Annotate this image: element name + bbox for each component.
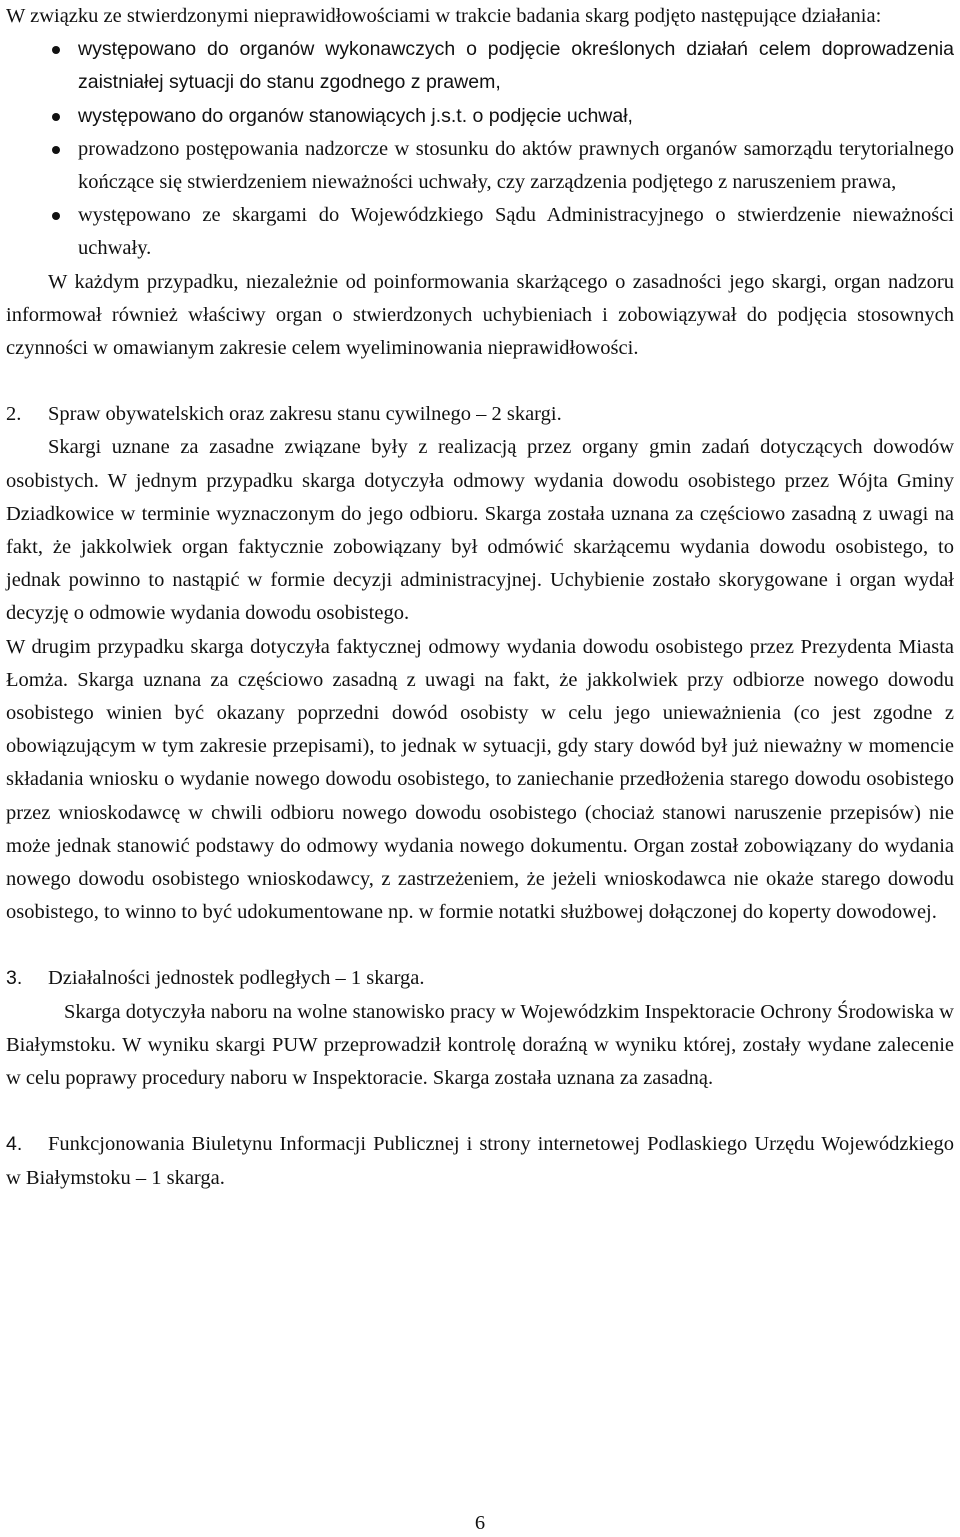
section-4-heading [6, 1128, 954, 1194]
section-2-paragraph-2: W drugim przypadku skarga dotyczyła faktycznej odmowy wydania dowodu osobistego przez Prezydenta Miasta Łomża. Skarga uznana za częściowo zasadną z uwagi na fakt, że jakkolwiek przy odbiorze nowego dowodu osobistego winien być okazany poprzedni dowód osobisty w celu jego unieważnienia (co jest zgodne z obowiązującym w tym zakresie przepisami), to jednak w sytuacji, gdy stary dowód był już nieważny w momencie składania wniosku o wydanie nowego dowodu osobistego, to zaniechanie przedłożenia starego dowodu osobistego przez wnioskodawcę w chwili odbioru nowego dowodu osobistego (chociaż stanowi naruszenie przepisów) nie może jednak stanowić podstawy do odmowy wydania nowego dokumentu. Organ został zobowiązany do wydania nowego dowodu osobistego wnioskodawcy, z zastrzeżeniem, że jeżeli wnioskodawca nie okaże starego dowodu osobistego, to winno to być udokumentowane np. w formie notatki służbowej dołączonej do koperty dowodowej. [6, 635, 954, 924]
section-title: Spraw obywatelskich oraz zakresu stanu cywilnego – 2 skargi. [48, 403, 562, 426]
bullet-icon [52, 113, 60, 121]
bullet-icon [52, 212, 60, 220]
list-item-text: występowano ze skargami do Wojewódzkiego Sądu Administracyjnego o stwierdzenie nieważności uchwały. [78, 204, 954, 260]
section-number: 2. [6, 403, 22, 426]
intro-paragraph: W związku ze stwierdzonymi nieprawidłowościami w trakcie badania skarg podjęto następujące działania: [6, 5, 882, 27]
spacer [6, 929, 954, 962]
intro-closing-paragraph: W każdym przypadku, niezależnie od poinformowania skarżącego o zasadności jego skargi, organ nadzoru informował również właściwy organ o stwierdzonych uchybieniach i zobowiązywał do podjęcia stosownych czynności w omawianym zakresie celem wyeliminowania nieprawidłowości. [6, 270, 954, 360]
actions-list [6, 33, 954, 265]
bullet-icon [52, 146, 60, 154]
list-item [6, 100, 954, 133]
section-2-heading [6, 398, 954, 431]
document-page [6, 0, 954, 1195]
section-number: 3. [6, 967, 23, 990]
section-3-paragraph: Skarga dotyczyła naboru na wolne stanowisko pracy w Wojewódzkim Inspektoracie Ochrony Środowiska w Białymstoku. W wyniku skargi PUW przeprowadził kontrolę doraźną w wyniku której, zostały wydane zalecenie w celu poprawy procedury naboru w Inspektoracie. Skarga została uznana za zasadną. [6, 1000, 954, 1090]
section-title: Działalności jednostek podległych – 1 skarga. [48, 967, 425, 990]
list-item-text: występowano do organów wykonawczych o podjęcie określonych działań celem doprowadzenia zaistniałej sytuacji do stanu zgodnego z prawem, [78, 38, 954, 94]
list-item-text: występowano do organów stanowiących j.s.t. o podjęcie uchwał, [78, 104, 633, 127]
section-title: Funkcjonowania Biuletynu Informacji Publicznej i strony internetowej Podlaskiego Urzędu Wojewódzkiego w Białymstoku – 1 skarga. [6, 1133, 954, 1189]
list-item [6, 199, 954, 265]
list-item-text: prowadzono postępowania nadzorcze w stosunku do aktów prawnych organów samorządu terytorialnego kończące się stwierdzeniem nieważności uchwały, czy zarządzenia podjętego z naruszeniem prawa, [78, 137, 954, 194]
list-item [6, 33, 954, 99]
section-2-paragraph-1: Skargi uznane za zasadne związane były z realizacją przez organy gmin zadań dotyczących dowodów osobistych. W jednym przypadku skarga dotyczyła odmowy wydania dowodu osobistego przez Wójta Gminy Dziadkowice w terminie wyznaczonym do jego odbioru. Skarga została uznana za częściowo zasadną z uwagi na fakt, że jakkolwiek organ faktycznie zobowiązany był odmówić skarżącemu wydania dowodu osobistego, to jednak powinno to nastąpić w formie decyzji administracyjnej. Uchybienie zostało skorygowane i organ wydał decyzję o odmowie wydania dowodu osobistego. [6, 436, 954, 625]
bullet-icon [52, 46, 60, 54]
section-3-heading [6, 962, 954, 995]
section-number: 4. [6, 1133, 23, 1156]
page-number: 6 [474, 1512, 486, 1534]
spacer [6, 365, 954, 398]
list-item [6, 133, 954, 199]
spacer [6, 1095, 954, 1128]
